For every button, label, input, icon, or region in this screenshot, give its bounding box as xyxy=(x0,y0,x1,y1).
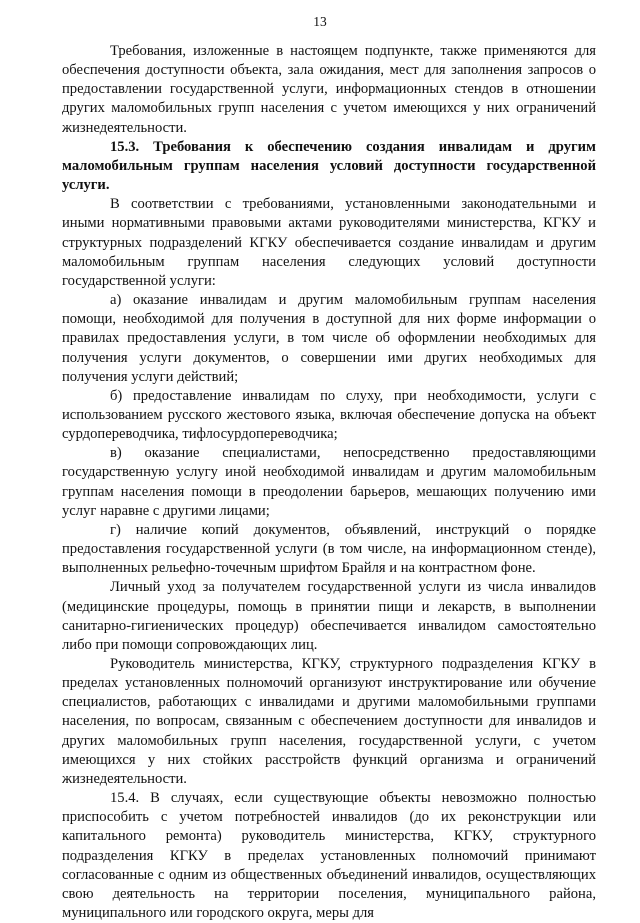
document-body xyxy=(62,42,596,923)
page-number: 13 xyxy=(313,14,327,29)
list-item-b: б) предоставление инвалидам по слуху, при необходимости, услуги с использованием русского жестового языка, включая обеспечение допуска на объект сурдопереводчика, тифлосурдопереводчика; xyxy=(62,387,596,443)
list-item-v: в) оказание специалистами, непосредственно предоставляющими государственную услугу иной необходимой инвалидам и другим маломобильным группам населения помощи в преодолении барьеров, мешающих получению ими услуг наравне с другими лицами; xyxy=(62,445,596,519)
paragraph-personal-care: Личный уход за получателем государственной услуги из числа инвалидов (медицинские процедуры, помощь в принятии пищи и лекарств, в выполнении санитарно-гигиенических процедур) обеспечивается инвалидом самостоятельно либо при помощи сопровождающих лиц. xyxy=(62,579,596,653)
paragraph-accessibility-requirements: Требования, изложенные в настоящем подпункте, также применяются для обеспечения доступности объекта, зала ожидания, мест для заполнения запросов о предоставлении государственной услуги, информационных стендов в отношении других маломобильных групп населения с учетом имеющихся у них ограничений жизнедеятельности. xyxy=(62,43,596,136)
list-item-g: г) наличие копий документов, объявлений, инструкций о порядке предоставления государственной услуги (в том числе, на информационном стенде), выполненных рельефно-точечным шрифтом Брайля и на контрастном фоне. xyxy=(62,521,596,577)
paragraph-staff-training: Руководитель министерства, КГКУ, структурного подразделения КГКУ в пределах установленных полномочий организуют инструктирование или обучение специалистов, работающих с инвалидами и другими маломобильными группами населения, по вопросам, связанным с обеспечением доступности для инвалидов и других маломобильных групп населения, государственной услуги, с учетом имеющихся у них стойких расстройств функций организма и ограничений жизнедеятельности. xyxy=(62,656,596,787)
paragraph-15-4: 15.4. В случаях, если существующие объекты невозможно полностью приспособить с учетом потребностей инвалидов (до их реконструкции или капитального ремонта) руководитель министерства, КГКУ, структурного подразделения КГКУ в пределах установленных полномочий принимают согласованные с одним из общественных объединений инвалидов, осуществляющих свою деятельность на территории поселения, муниципального района, муниципального или городского округа, меры для xyxy=(62,790,596,922)
list-item-a: а) оказание инвалидам и другим маломобильным группам населения помощи, необходимой для получения в доступной для них форме информации о правилах предоставления услуги, в том числе об оформлении необходимых для получения услуги документов, о совершении ими других необходимых для получения услуги действий; xyxy=(62,292,596,385)
section-heading-15-3: 15.3. Требования к обеспечению создания инвалидам и другим маломобильным группам населения условий доступности государственной услуги. xyxy=(62,138,596,194)
paragraph-conditions-intro: В соответствии с требованиями, установленными законодательными и иными нормативными правовыми актами руководителями министерства, КГКУ и структурных подразделений КГКУ обеспечивается создание инвалидам и другим маломобильным группам населения следующих условий доступности государственной услуги: xyxy=(62,196,596,289)
